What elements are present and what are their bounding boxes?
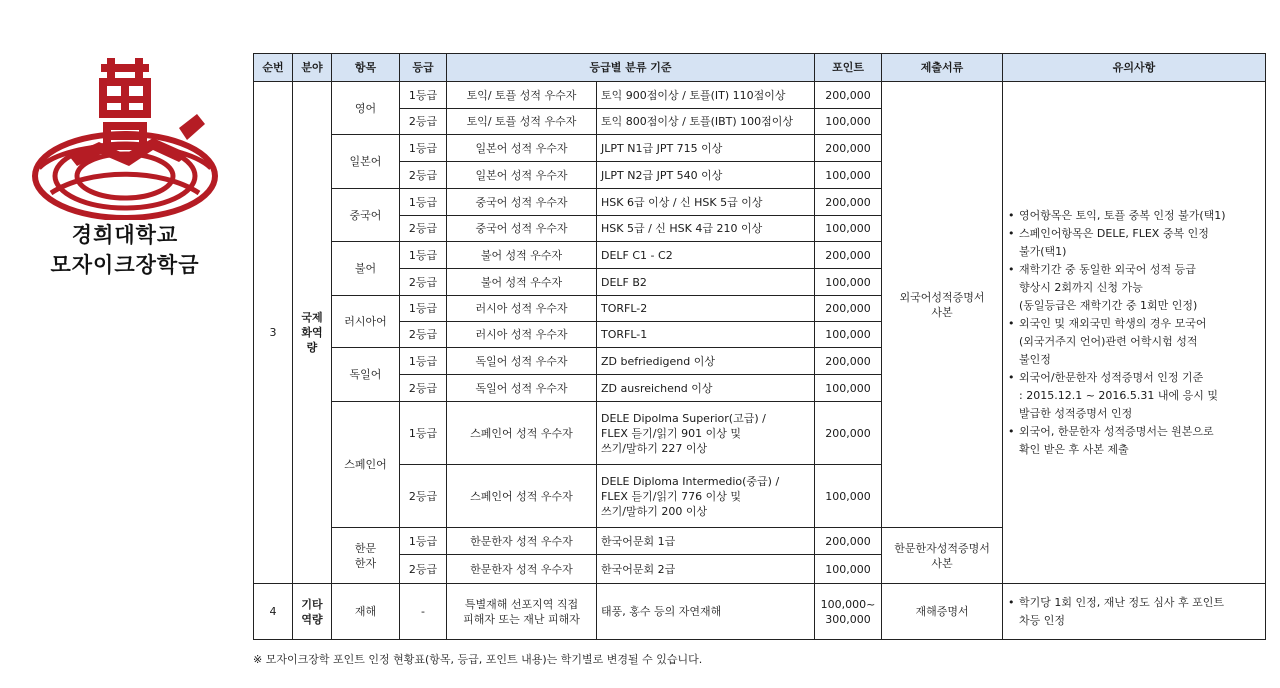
- description-cell: 일본어 성적 우수자: [447, 162, 597, 189]
- header-grade: 등급: [400, 54, 447, 82]
- points-cell: 100,000: [815, 375, 882, 402]
- description-cell: 토익/ 토플 성적 우수자: [447, 82, 597, 109]
- note-item: • 외국어, 한문한자 성적증명서는 원본으로 확인 받은 후 사본 제출: [1007, 423, 1261, 459]
- header-docs: 제출서류: [882, 54, 1003, 82]
- grade-cell: -: [400, 584, 447, 640]
- item-german: 독일어: [332, 348, 400, 402]
- standard-cell: HSK 6급 이상 / 신 HSK 5급 이상: [597, 189, 815, 216]
- standard-cell: DELE Diploma Intermedio(중급) / FLEX 듣기/읽기 776 이상 및 쓰기/말하기 200 이상: [597, 465, 815, 528]
- table-row: [254, 584, 1266, 640]
- grade-cell: 2등급: [400, 375, 447, 402]
- standard-cell: ZD befriedigend 이상: [597, 348, 815, 375]
- grade-cell: 1등급: [400, 402, 447, 465]
- description-cell: 한문한자 성적 우수자: [447, 528, 597, 555]
- description-cell: 독일어 성적 우수자: [447, 375, 597, 402]
- table-row: [254, 82, 1266, 109]
- notes-list: [1007, 594, 1261, 630]
- scholarship-points-table: [253, 53, 1266, 640]
- item-english: 영어: [332, 82, 400, 135]
- grade-cell: 1등급: [400, 242, 447, 269]
- standard-cell: 토익 900점이상 / 토플(IT) 110점이상: [597, 82, 815, 109]
- brand-block: [20, 58, 230, 280]
- header-item: 항목: [332, 54, 400, 82]
- note-item: • 재학기간 중 동일한 외국어 성적 등급 향상시 2회까지 신청 가능 (동일등급은 재학기간 중 1회만 인정): [1007, 261, 1261, 315]
- points-cell: 100,000: [815, 216, 882, 242]
- grade-cell: 2등급: [400, 465, 447, 528]
- description-cell: 중국어 성적 우수자: [447, 189, 597, 216]
- footnote: ※ 모자이크장학 포인트 인정 현황표(항목, 등급, 포인트 내용)는 학기별로 변경될 수 있습니다.: [253, 653, 703, 666]
- grade-cell: 1등급: [400, 528, 447, 555]
- header-field: 분야: [293, 54, 332, 82]
- grade-cell: 2등급: [400, 322, 447, 348]
- points-cell: 200,000: [815, 189, 882, 216]
- points-cell: 100,000~ 300,000: [815, 584, 882, 640]
- grade-cell: 1등급: [400, 189, 447, 216]
- notes-section4: [1003, 584, 1266, 640]
- item-disaster: 재해: [332, 584, 400, 640]
- points-cell: 100,000: [815, 322, 882, 348]
- note-item: • 영어항목은 토익, 토플 중복 인정 불가(택1): [1007, 207, 1261, 225]
- grade-cell: 1등급: [400, 348, 447, 375]
- notes-list: [1007, 207, 1261, 459]
- points-cell: 200,000: [815, 348, 882, 375]
- standard-cell: 한국어문회 2급: [597, 555, 815, 584]
- standard-cell: TORFL-2: [597, 296, 815, 322]
- description-cell: 스페인어 성적 우수자: [447, 465, 597, 528]
- item-french: 불어: [332, 242, 400, 296]
- notes-section3: [1003, 82, 1266, 584]
- scholarship-name: 모자이크장학금: [50, 253, 200, 277]
- description-cell: 불어 성적 우수자: [447, 269, 597, 296]
- description-cell: 중국어 성적 우수자: [447, 216, 597, 242]
- points-cell: 200,000: [815, 135, 882, 162]
- university-emblem-icon: [29, 58, 221, 220]
- item-chinese: 중국어: [332, 189, 400, 242]
- header-points: 포인트: [815, 54, 882, 82]
- points-cell: 100,000: [815, 465, 882, 528]
- points-cell: 100,000: [815, 269, 882, 296]
- header-notes: 유의사항: [1003, 54, 1266, 82]
- standard-cell: DELE Dipolma Superior(고급) / FLEX 듣기/읽기 901 이상 및 쓰기/말하기 227 이상: [597, 402, 815, 465]
- description-cell: 특별재해 선포지역 직접 피해자 또는 재난 피해자: [447, 584, 597, 640]
- standard-cell: TORFL-1: [597, 322, 815, 348]
- points-cell: 200,000: [815, 296, 882, 322]
- grade-cell: 2등급: [400, 216, 447, 242]
- header-criteria: 등급별 분류 기준: [447, 54, 815, 82]
- standard-cell: 한국어문회 1급: [597, 528, 815, 555]
- standard-cell: ZD ausreichend 이상: [597, 375, 815, 402]
- docs-hanja: 한문한자성적증명서 사본: [882, 528, 1003, 584]
- note-item: • 학기당 1회 인정, 재난 정도 심사 후 포인트 차등 인정: [1007, 594, 1261, 630]
- grade-cell: 2등급: [400, 269, 447, 296]
- grade-cell: 1등급: [400, 135, 447, 162]
- description-cell: 독일어 성적 우수자: [447, 348, 597, 375]
- standard-cell: JLPT N1급 JPT 715 이상: [597, 135, 815, 162]
- points-cell: 100,000: [815, 162, 882, 189]
- description-cell: 러시아 성적 우수자: [447, 322, 597, 348]
- points-cell: 200,000: [815, 242, 882, 269]
- docs-foreign: 외국어성적증명서 사본: [882, 82, 1003, 528]
- item-japanese: 일본어: [332, 135, 400, 189]
- standard-cell: HSK 5급 / 신 HSK 4급 210 이상: [597, 216, 815, 242]
- grade-cell: 2등급: [400, 109, 447, 135]
- note-item: • 스페인어항목은 DELE, FLEX 중복 인정 불가(택1): [1007, 225, 1261, 261]
- description-cell: 불어 성적 우수자: [447, 242, 597, 269]
- grade-cell: 1등급: [400, 82, 447, 109]
- standard-cell: DELF C1 - C2: [597, 242, 815, 269]
- section-number: 3: [254, 82, 293, 584]
- section-number: 4: [254, 584, 293, 640]
- description-cell: 일본어 성적 우수자: [447, 135, 597, 162]
- points-cell: 200,000: [815, 82, 882, 109]
- standard-cell: 태풍, 홍수 등의 자연재해: [597, 584, 815, 640]
- grade-cell: 2등급: [400, 555, 447, 584]
- item-spanish: 스페인어: [332, 402, 400, 528]
- points-cell: 200,000: [815, 402, 882, 465]
- description-cell: 토익/ 토플 성적 우수자: [447, 109, 597, 135]
- note-item: • 외국인 및 재외국민 학생의 경우 모국어 (외국거주지 언어)관련 어학시험 성적 불인정: [1007, 315, 1261, 369]
- points-cell: 100,000: [815, 555, 882, 584]
- note-item: • 외국어/한문한자 성적증명서 인정 기준 : 2015.12.1 ~ 2016.5.31 내에 응시 및 발급한 성적증명서 인정: [1007, 369, 1261, 423]
- university-name: 경희대학교: [71, 223, 179, 247]
- points-cell: 100,000: [815, 109, 882, 135]
- item-russian: 러시아어: [332, 296, 400, 348]
- section-field: 국제 화역 량: [293, 82, 332, 584]
- table-header-row: [254, 54, 1266, 82]
- description-cell: 한문한자 성적 우수자: [447, 555, 597, 584]
- description-cell: 러시아 성적 우수자: [447, 296, 597, 322]
- standard-cell: DELF B2: [597, 269, 815, 296]
- docs-disaster: 재해증명서: [882, 584, 1003, 640]
- standard-cell: 토익 800점이상 / 토플(IBT) 100점이상: [597, 109, 815, 135]
- header-no: 순번: [254, 54, 293, 82]
- grade-cell: 2등급: [400, 162, 447, 189]
- standard-cell: JLPT N2급 JPT 540 이상: [597, 162, 815, 189]
- grade-cell: 1등급: [400, 296, 447, 322]
- item-hanja: 한문 한자: [332, 528, 400, 584]
- section-field: 기타 역량: [293, 584, 332, 640]
- description-cell: 스페인어 성적 우수자: [447, 402, 597, 465]
- points-cell: 200,000: [815, 528, 882, 555]
